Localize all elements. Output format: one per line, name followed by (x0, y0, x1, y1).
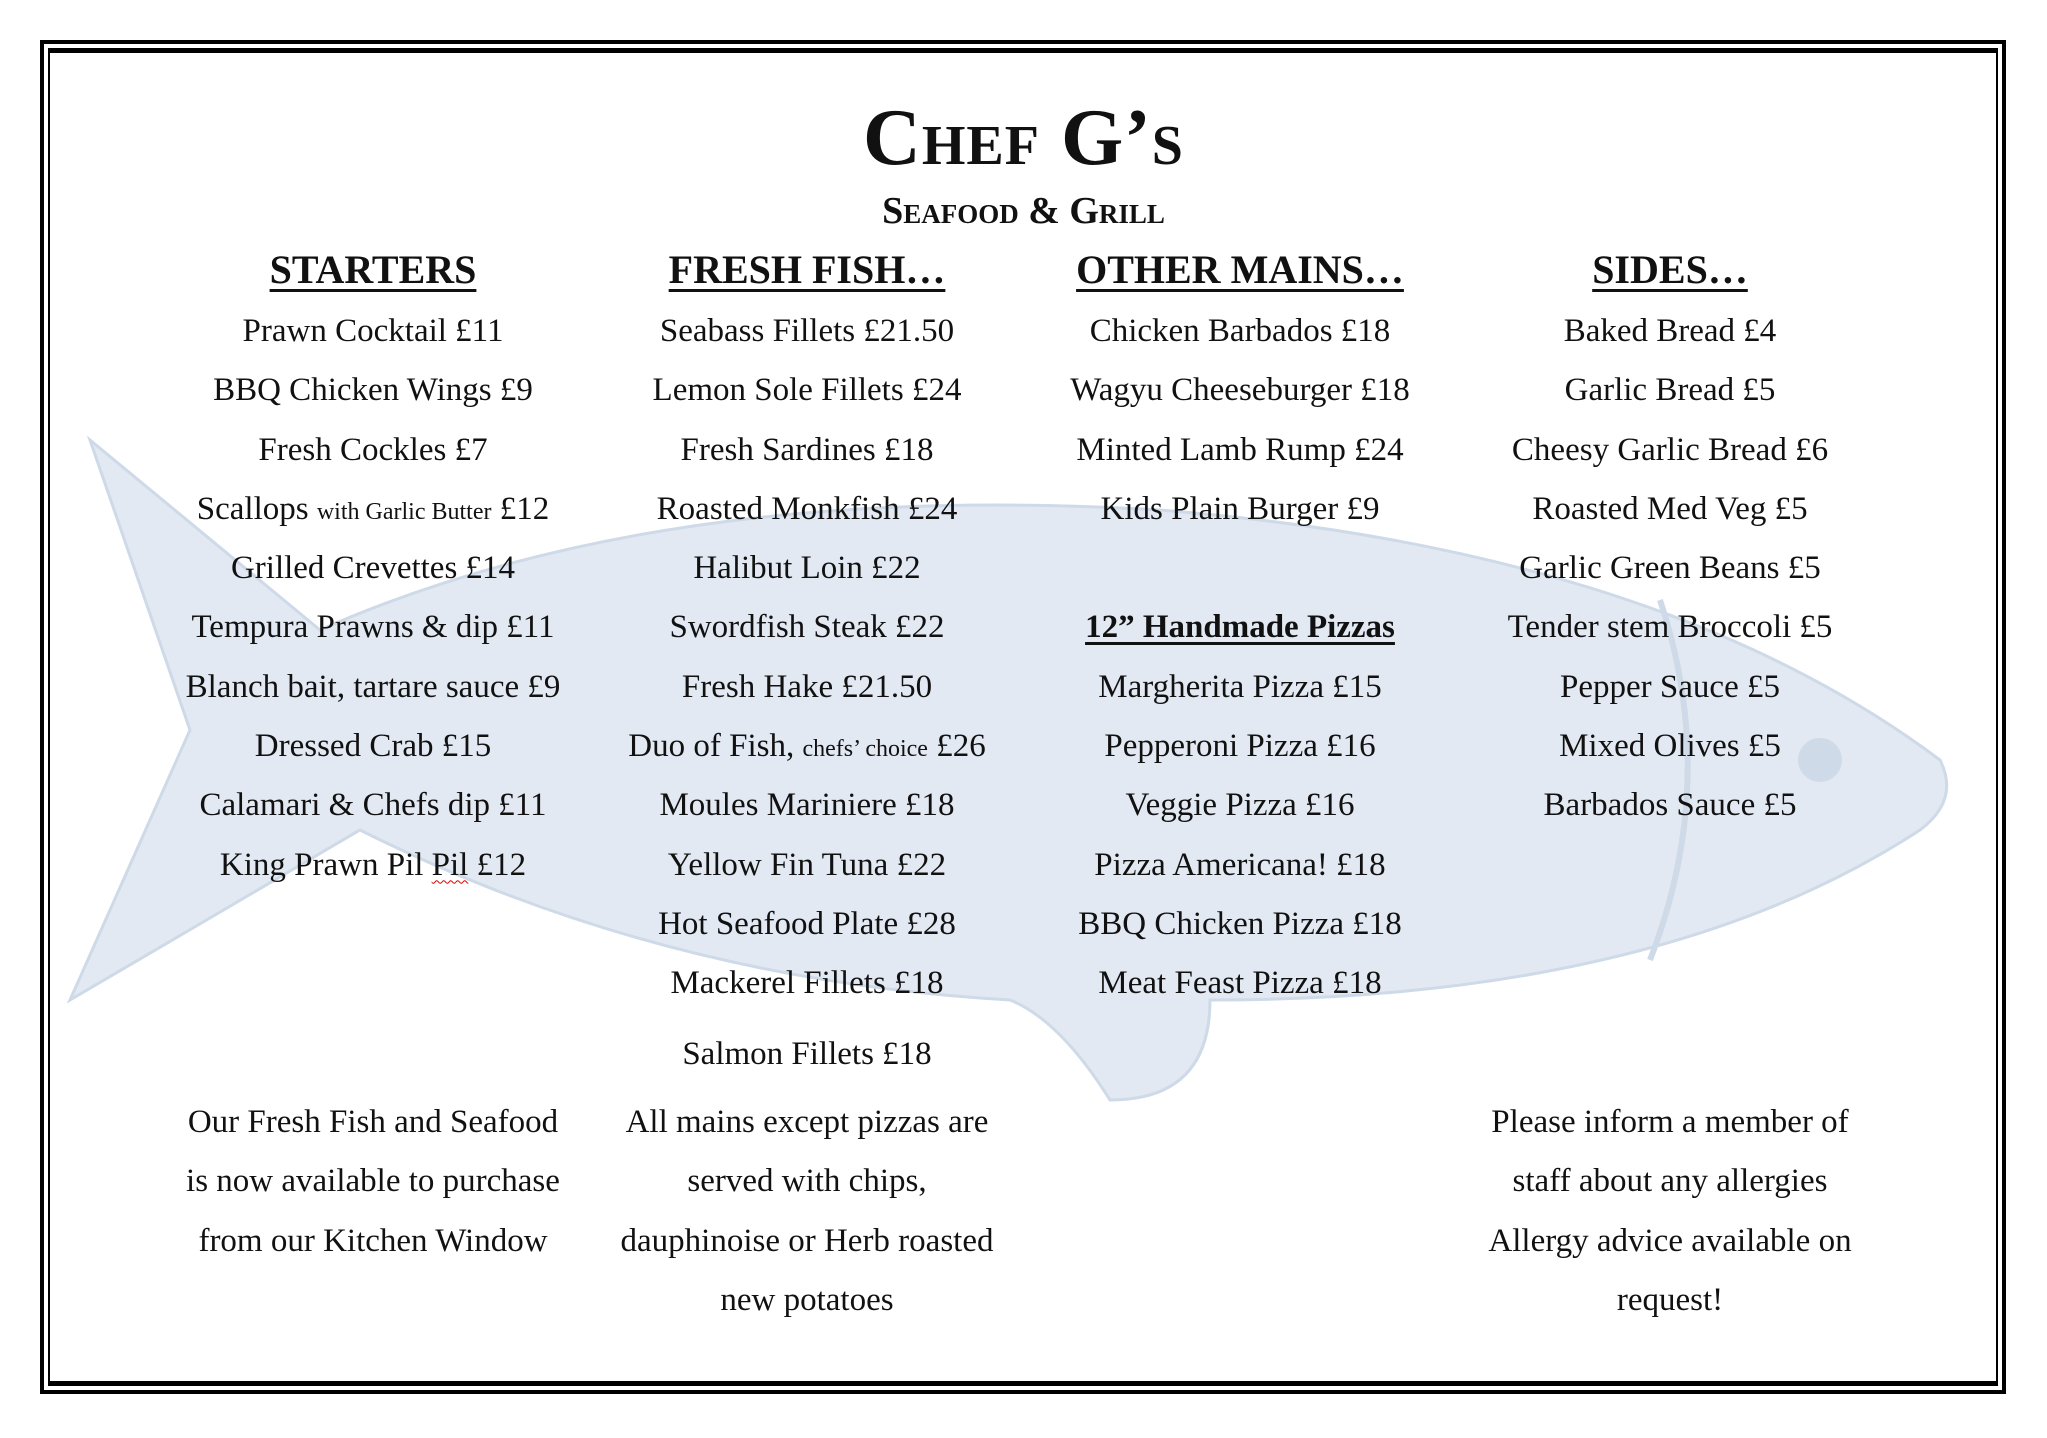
menu-item-text: Cheesy Garlic Bread £6 (1511, 431, 1829, 468)
mains-sides-note (577, 1093, 1037, 1330)
menu-item (143, 302, 603, 361)
note-line: from our Kitchen Window (198, 1222, 548, 1259)
menu-item-text: Fresh Sardines £18 (680, 431, 934, 468)
menu-item (143, 658, 603, 717)
menu-item (577, 480, 1037, 539)
section-heading: FRESH FISH… (668, 247, 946, 292)
menu-item-text: Mixed Olives £5 (1559, 728, 1781, 765)
menu-item-text: Lemon Sole Fillets £24 (652, 372, 962, 409)
menu-item (143, 539, 603, 598)
menu-item (143, 598, 603, 657)
menu-item (577, 361, 1037, 420)
menu-item-text: BBQ Chicken Wings £9 (213, 372, 533, 409)
menu-item-text: Minted Lamb Rump £24 (1076, 431, 1404, 468)
menu-item-text: BBQ Chicken Pizza £18 (1078, 905, 1402, 942)
pizza-subheading (1010, 598, 1470, 657)
note-line: served with chips, (687, 1163, 927, 1200)
menu-item-text: Grilled Crevettes £14 (230, 550, 516, 587)
note-line: new potatoes (720, 1281, 894, 1318)
menu-item (1010, 717, 1470, 776)
menu-item-text: Garlic Green Beans £5 (1519, 550, 1821, 587)
menu-item (577, 1014, 1037, 1082)
menu-item-text: Calamari & Chefs dip £11 (199, 787, 547, 824)
note-line: is now available to purchase (186, 1163, 560, 1200)
menu-item (1010, 836, 1470, 895)
note-line: request! (1616, 1281, 1724, 1318)
note-line: Allergy advice available on (1488, 1222, 1852, 1259)
note-line: dauphinoise or Herb roasted (620, 1222, 994, 1259)
menu-item-text: Scallops (196, 490, 317, 527)
note-line: All mains except pizzas are (625, 1104, 989, 1140)
restaurant-tagline: Seafood & Grill (882, 190, 1165, 232)
menu-item (577, 954, 1037, 1013)
menu-item (577, 717, 1037, 776)
menu-item-detail: chefs’ choice (802, 736, 928, 763)
menu-item (1440, 776, 1900, 835)
menu-item (577, 895, 1037, 954)
menu-item-text: Tempura Prawns & dip £11 (191, 609, 555, 646)
sides-column (1440, 240, 1900, 836)
menu-item-text: Roasted Monkfish £24 (656, 490, 958, 527)
menu-item-text: Mackerel Fillets £18 (670, 965, 944, 1002)
menu-item (1010, 421, 1470, 480)
menu-item (1440, 480, 1900, 539)
menu-item-price: £12 (468, 846, 527, 883)
menu-item-text: Meat Feast Pizza £18 (1098, 965, 1382, 1002)
menu-item (143, 421, 603, 480)
other-mains-column (1010, 240, 1470, 1014)
menu-item-text: Pizza Americana! £18 (1094, 846, 1386, 883)
section-heading: SIDES… (1592, 247, 1748, 292)
menu-item (1010, 302, 1470, 361)
starters-column (143, 240, 603, 895)
menu-item-text: Margherita Pizza £15 (1098, 668, 1382, 705)
menu-item-text: 12” Handmade Pizzas (1085, 609, 1395, 646)
menu-item (1440, 598, 1900, 657)
menu-item (577, 836, 1037, 895)
section-heading: OTHER MAINS… (1076, 247, 1404, 292)
menu-item-price: £12 (491, 490, 550, 527)
menu-item (1440, 539, 1900, 598)
menu-item-text: Barbados Sauce £5 (1543, 787, 1797, 824)
menu-item (1440, 302, 1900, 361)
menu-item-text: Hot Seafood Plate £28 (658, 905, 956, 942)
menu-item (143, 361, 603, 420)
menu-item (577, 658, 1037, 717)
menu-item-text: Prawn Cocktail £11 (242, 313, 504, 349)
menu-item (577, 302, 1037, 361)
menu-item-text: Halibut Loin £22 (693, 550, 921, 587)
menu-item-text: Chicken Barbados £18 (1089, 313, 1391, 349)
menu-item (577, 598, 1037, 657)
fresh-fish-column (577, 240, 1037, 1082)
menu-item-text: Blanch bait, tartare sauce £9 (185, 668, 561, 705)
menu-item-text: Roasted Med Veg £5 (1532, 490, 1808, 527)
menu-item (577, 421, 1037, 480)
menu-item (1440, 658, 1900, 717)
menu-item (1440, 717, 1900, 776)
fresh-fish-purchase-note (143, 1093, 603, 1271)
note-line: Please inform a member of (1491, 1104, 1849, 1140)
menu-item-detail: with Garlic Butter (316, 498, 492, 525)
note-line: Our Fresh Fish and Seafood (187, 1104, 559, 1140)
menu-item (577, 539, 1037, 598)
restaurant-name: Chef G’s (863, 94, 1184, 182)
menu-item (1440, 361, 1900, 420)
menu-item-text: King Prawn Pil (219, 846, 432, 883)
menu-item-text: Moules Mariniere £18 (659, 787, 955, 824)
menu-item-text: Tender stem Broccoli £5 (1507, 609, 1833, 646)
menu-item (1010, 895, 1470, 954)
menu-item (1010, 954, 1470, 1013)
menu-item-text: Seabass Fillets £21.50 (659, 313, 955, 349)
menu-item (143, 480, 603, 539)
menu-item-text: Fresh Hake £21.50 (681, 668, 933, 705)
menu-item (143, 717, 603, 776)
menu-item-text: Salmon Fillets £18 (682, 1035, 932, 1072)
menu-item-text: Yellow Fin Tuna £22 (667, 846, 947, 883)
menu-item-text: Pepperoni Pizza £16 (1104, 728, 1376, 765)
menu-item-text: Wagyu Cheeseburger £18 (1070, 372, 1410, 409)
menu-item-misspelled-word: Pil (431, 846, 469, 883)
menu-item-text: Veggie Pizza £16 (1125, 787, 1355, 824)
menu-item-text: Swordfish Steak £22 (669, 609, 945, 646)
menu-item-text: Garlic Bread £5 (1564, 372, 1776, 409)
menu-item (577, 776, 1037, 835)
menu-item-text: Duo of Fish, (628, 728, 803, 765)
allergy-note (1440, 1093, 1900, 1330)
menu-item-text: Dressed Crab £15 (254, 728, 492, 765)
menu-item (143, 776, 603, 835)
menu-item-text: Baked Bread £4 (1563, 313, 1777, 349)
menu-item (1010, 480, 1470, 539)
menu-item-text: Pepper Sauce £5 (1560, 668, 1780, 705)
menu-item (143, 836, 603, 895)
menu-item-text: Fresh Cockles £7 (258, 431, 488, 468)
menu-item (1010, 361, 1470, 420)
menu-item (1010, 658, 1470, 717)
menu-item (1010, 539, 1470, 598)
note-line: staff about any allergies (1512, 1163, 1828, 1200)
menu-item (1010, 776, 1470, 835)
menu-item-price: £26 (927, 728, 986, 765)
section-heading: STARTERS (269, 247, 477, 292)
menu-item (1440, 421, 1900, 480)
menu-item-text: Kids Plain Burger £9 (1100, 490, 1380, 527)
